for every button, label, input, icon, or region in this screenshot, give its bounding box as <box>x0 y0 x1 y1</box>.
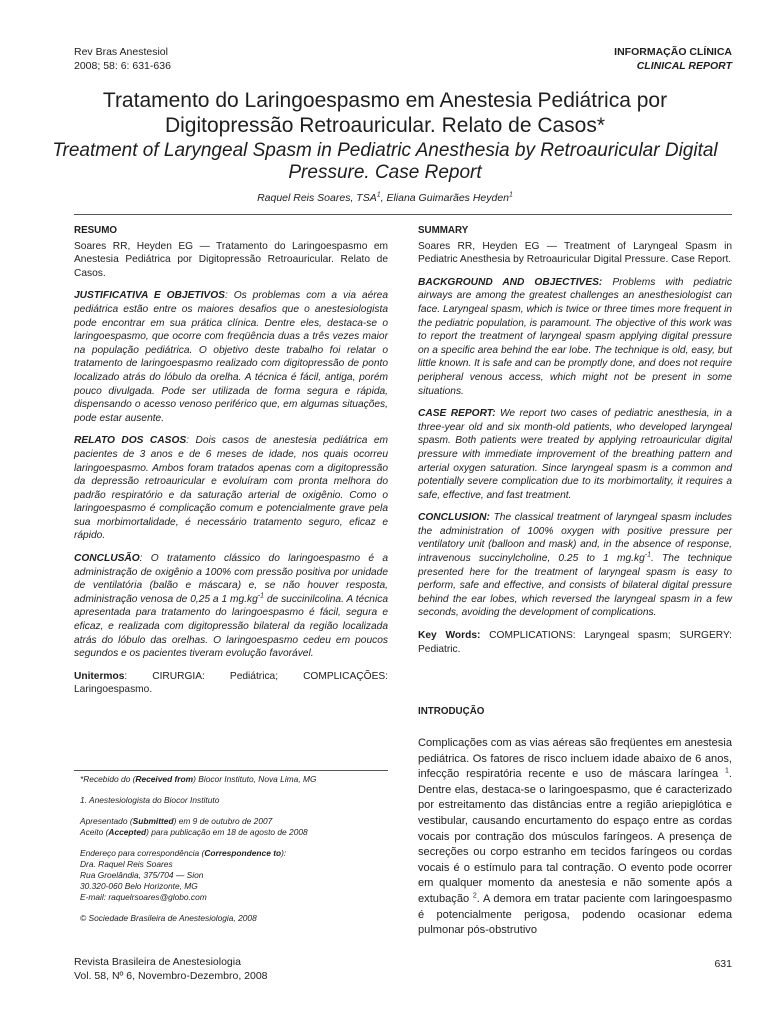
intro-ref-1: 1 <box>725 767 729 775</box>
resumo-objectives-label: JUSTIFICATIVA E OBJETIVOS <box>74 290 225 302</box>
page-footer <box>74 956 268 983</box>
resumo-conclusion-text-a: : O tratamento clássico do laringoespasmo é a administração de oxigênio a 100% com pressão positiva por unidade de ventilatória (balão e máscara) e, se não houver resposta, administração venosa de 0,25 a 1 mg.kg <box>74 553 388 605</box>
fn-corr-email: E-mail: raquelrsoares@globo.com <box>80 892 207 902</box>
authors <box>40 192 730 204</box>
resumo-column <box>74 224 388 706</box>
fn-corr-a: Endereço para correspondência ( <box>80 848 205 858</box>
resumo-cases-label: RELATO DOS CASOS <box>74 435 187 447</box>
intro-ref-2: 2 <box>472 892 477 900</box>
footnote-copyright: © Sociedade Brasileira de Anestesiologia, 2008 <box>80 913 257 923</box>
resumo-keywords <box>74 670 388 697</box>
footnotes <box>80 774 388 934</box>
fn-accepted-b: Accepted <box>108 827 147 837</box>
journal-name: Rev Bras Anestesiol <box>74 46 168 58</box>
fn-submitted-b: Submitted <box>132 816 174 826</box>
intro-text <box>418 736 732 939</box>
summary-conclusion <box>418 511 732 620</box>
fn-accepted-c: ) para publicação em 18 de agosto de 2008 <box>146 827 308 837</box>
intro-text-b: . Dentre elas, destaca-se o laringoespasmo, que é caracterizado por estreitamento das distâncias entre a região ariepiglótica e vestibular, causando encurtamento do espaço entre as cordas vocais por contração dos músculos faríngeos. A presença de secreções ou corpo estranho em tecidos faríngeos ou cordas vocais é o estímulo para tal contração. O evento pode ocorrer em qualquer momento da anestesia e não somente após a extubação <box>418 768 732 905</box>
summary-heading: SUMMARY <box>418 225 469 236</box>
title-portuguese: Tratamento do Laringoespasmo em Anestesia Pediátrica por Digitopressão Retroauricular. Relato de Casos* <box>102 89 668 137</box>
journal-citation: 2008; 58: 6: 631-636 <box>74 59 171 72</box>
header-divider <box>74 214 732 215</box>
fn-corr-street: Rua Groelândia, 375/704 — Sion <box>80 870 204 880</box>
journal-header <box>74 46 171 73</box>
fn-corr-city: 30.320-060 Belo Horizonte, MG <box>80 881 198 891</box>
footer-journal: Revista Brasileira de Anestesiologia <box>74 956 241 968</box>
summary-keywords-label: Key Words: <box>418 630 481 642</box>
footnote-dates <box>80 816 388 838</box>
summary-column <box>418 224 732 665</box>
footer-issue: Vol. 58, Nº 6, Novembro-Dezembro, 2008 <box>74 969 268 982</box>
resumo-keywords-text: : CIRURGIA: Pediátrica; COMPLICAÇÕES: Laringoespasmo. <box>74 670 388 696</box>
summary-keywords-text: COMPLICATIONS: Laryngeal spasm; SURGERY: Pediatric. <box>418 630 733 655</box>
summary-case-label: CASE REPORT: <box>418 408 496 420</box>
author-2: Eliana Guimarães Heyden <box>386 192 510 204</box>
page-number: 631 <box>714 958 732 970</box>
resumo-heading: RESUMO <box>74 225 118 236</box>
resumo-keywords-label: Unitermos <box>74 670 125 682</box>
summary-case-text: We report two cases of pediatric anesthesia, in a three-year old and six month-old patients, who developed laryngeal spasm. Both patients were treated by applying retroauricular digital pressure with immediate improvement of the breathing pattern and arterial oxygen saturation. Since laryngeal spasm is a common and potentially severe complication due to its morbimortality, it requires a safe, effective, and fast treatment. <box>418 408 732 501</box>
section-label-pt: INFORMAÇÃO CLÍNICA <box>614 46 732 58</box>
author-2-affil: 1 <box>509 191 513 199</box>
footnote-affiliation: 1. Anestesiologista do Biocor Instituto <box>80 795 220 805</box>
fn-accepted-a: Aceito ( <box>80 827 109 837</box>
summary-conclusion-text-b: . The technique presented here for the treatment of laryngeal spasm is easy to perform, safe and effective, and consists of bilateral digital pressure behind the ear lobes, which reversed the laryngeal spasm in a few seconds, avoiding the development of complications. <box>418 553 732 619</box>
summary-citation: Soares RR, Heyden EG — Treatment of Laryngeal Spasm in Pediatric Anesthesia by Retroauricular Digital Pressure. Case Report. <box>418 240 732 266</box>
section-label-en: CLINICAL REPORT <box>636 59 732 72</box>
fn-received-a: *Recebido do ( <box>80 774 136 784</box>
summary-conclusion-text-a: The classical treatment of laryngeal spasm includes the administration of 100% oxygen with positive pressure per ventilatory unit (balloon and mask) and, in the absence of response, intravenous succinylcholine, 0.25 to 1 mg.kg <box>418 512 732 565</box>
summary-background-label: BACKGROUND AND OBJECTIVES: <box>418 276 603 288</box>
summary-background-text: Problems with pediatric airways are among the greatest challenges an anesthesiologist can face. Laryngeal spasm, which is twice or three times more frequent in the pediatric population, is paramount. The objective of this work was to report the treatment of laryngeal spasm applying digital pressure on a specific area behind the ear lobe. The technique is old, easy, but little known. It is safe and can be promptly done, and does not require peripheral venous access, which might not be present in some situations. <box>418 276 732 397</box>
resumo-citation: Soares RR, Heyden EG — Tratamento do Laringoespasmo em Anestesia Pediátrica por Digitopressão Retroauricular. Relato de Casos. <box>74 240 388 279</box>
footnote-received <box>80 774 388 785</box>
summary-case-report <box>418 407 732 502</box>
author-1-affil: 1 <box>376 191 381 199</box>
footnote-correspondence <box>80 848 388 903</box>
resumo-cases-text: : Dois casos de anestesia pediátrica em pacientes de 3 anos e de 6 meses de idade, nos quais ocorreu laringoespasmo. Ambos foram tratados apenas com a digitopressão da depressão retroauricular e evoluíram com pronta melhora do padrão respiratório e da saturação arterial de oxigênio. Como o laringoespasmo é complicação comum e potencialmente grave pela sua morbimortalidade, é necessário tratamento seguro, eficaz e rápido. <box>74 435 389 542</box>
fn-submitted-a: Apresentado ( <box>80 816 133 826</box>
resumo-conclusion <box>74 552 388 661</box>
fn-submitted-c: ) em 9 de outubro de 2007 <box>173 816 273 826</box>
resumo-objectives-text: : Os problemas com a via aérea pediátrica estão entre os maiores desafios que o anestesiologista pode encontrar em sua prática clínica. Dentre eles, destaca-se o laringoespasmo, que ocorre com freqüência duas a três vezes maior na população pediátrica. O objetivo deste trabalho foi relatar o tratamento de laringoespasmo realizado com digitopressão de ponto localizado atrás do lóbulo da orelha. A técnica é fácil, antiga, porém pouco divulgada. Pode ser utilizada de forma segura e rápida, dispensando o acesso venoso periférico que, em algumas situações, pode estar ausente. <box>74 290 389 424</box>
author-separator: , <box>380 192 387 204</box>
summary-background <box>418 276 732 398</box>
resumo-conclusion-text-b: de succinilcolina. A técnica apresentada para tratamento do laringoespasmo é fácil, segura e eficaz, e realizada com digitopressão bilateral da região localizada atrás do lóbulo das orelhas. O laringoespasmo cedeu em poucos segundos e os pacientes tiveram evolução favorável. <box>74 593 388 660</box>
summary-keywords <box>418 629 732 656</box>
fn-corr-name: Dra. Raquel Reis Soares <box>80 859 173 869</box>
title-english: Treatment of Laryngeal Spasm in Pediatric Anesthesia by Retroauricular Digital Pressure. Case Report <box>52 140 718 183</box>
summary-conclusion-label: CONCLUSION: <box>418 512 490 524</box>
fn-corr-b: Correspondence to <box>204 848 282 858</box>
fn-received-b: Received from <box>135 774 194 784</box>
fn-corr-c: ): <box>281 848 287 858</box>
intro-text-a: Complicações com as vias aéreas são freqüentes em anestesia pediátrica. Os fatores de risco incluem idade abaixo de 6 anos, infecção respiratória recente e uso de máscara laríngea <box>418 737 732 781</box>
author-1: Raquel Reis Soares, TSA <box>257 192 377 204</box>
intro-text-c: . A demora em tratar paciente com laringoespasmo é potencialmente perigosa, podendo ocasionar edema pulmonar pós-obstrutivo <box>418 892 733 937</box>
intro-heading: INTRODUÇÃO <box>418 706 485 717</box>
resumo-conclusion-sup: -1 <box>257 592 264 600</box>
resumo-cases <box>74 434 388 543</box>
summary-conclusion-sup: -1 <box>644 551 652 559</box>
footnote-divider <box>74 770 388 771</box>
resumo-objectives <box>74 289 388 425</box>
fn-received-c: ) Biocor Instituto, Nova Lima, MG <box>193 774 317 784</box>
section-label <box>614 46 732 73</box>
resumo-conclusion-label: CONCLUSÃO <box>74 553 140 565</box>
